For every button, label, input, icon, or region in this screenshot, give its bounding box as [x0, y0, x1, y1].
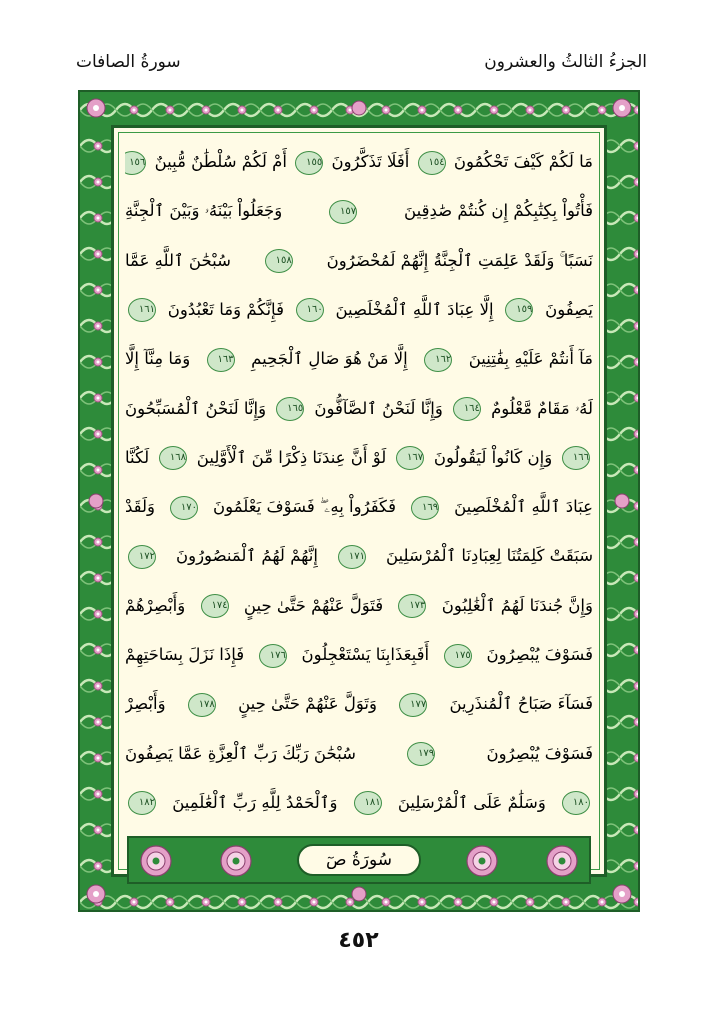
ayah-number-marker: ١٧١: [338, 545, 366, 569]
verse-text: وَإِنَّا لَنَحْنُ ٱلصَّآفُّونَ: [314, 398, 443, 418]
verse-text: وَأَبْصِرْهُمْ: [125, 595, 186, 615]
verse-text: إِلَّا عِبَادَ ٱللَّهِ ٱلْمُخْلَصِينَ: [335, 299, 494, 319]
quran-text-block: [125, 142, 593, 832]
verse-text: لَهُۥ مَقَامٌ مَّعْلُومٌ: [491, 398, 593, 418]
ayah-number-marker: ١٦٧: [396, 446, 424, 470]
verse-text: عِبَادَ ٱللَّهِ ٱلْمُخْلَصِينَ: [454, 497, 593, 517]
ayah-number-marker: ١٨٢: [128, 791, 156, 815]
verse-text: فَإِذَا نَزَلَ بِسَاحَتِهِمْ: [125, 645, 245, 664]
ayah-number-marker: ١٥٩: [505, 298, 533, 322]
ayah-number-marker: ١٥٥: [295, 151, 323, 175]
surah-banner: [127, 836, 591, 884]
ayah-number-marker: ١٦٩: [411, 496, 439, 520]
ayah-number-marker: ١٦٦: [562, 446, 590, 470]
ayah-number-marker: ١٦٨: [159, 446, 187, 470]
text-line: [125, 586, 593, 626]
verse-text: أَفَلَا تَذَكَّرُونَ: [331, 152, 410, 171]
ayah-number-marker: ١٥٧: [329, 200, 357, 224]
verse-text: وَمَا مِنَّآ إِلَّا: [125, 349, 191, 369]
text-line: [125, 290, 593, 330]
text-line: [125, 783, 593, 823]
verse-text: وَأَبْصِرْ: [125, 694, 166, 714]
ayah-number-marker: ١٧٥: [444, 644, 472, 668]
ayah-number-marker: ١٨٠: [562, 791, 590, 815]
ayah-number-marker: ١٧٦: [259, 644, 287, 668]
verse-text: سُبْحَٰنَ رَبِّكَ رَبِّ ٱلْعِزَّةِ عَمَّا يَصِفُونَ: [125, 743, 356, 763]
ayah-number-marker: ١٥٨: [265, 249, 293, 273]
verse-text: أَمْ لَكُمْ سُلْطَٰنٌ مُّبِينٌ: [154, 152, 287, 171]
verse-text: إِلَّا مَنْ هُوَ صَالِ ٱلْجَحِيمِ: [251, 349, 408, 369]
ayah-number-marker: ١٥٦: [125, 151, 146, 175]
verse-text: إِنَّهُمْ لَهُمُ ٱلْمَنصُورُونَ: [176, 546, 318, 566]
ayah-number-marker: ١٧٨: [188, 693, 216, 717]
verse-text: فَتَوَلَّ عَنْهُمْ حَتَّىٰ حِينٍ: [243, 595, 384, 615]
verse-text: لَوْ أَنَّ عِندَنَا ذِكْرًا مِّنَ ٱلْأَوَّلِينَ: [196, 447, 387, 467]
verse-text: وَإِن كَانُواْ لَيَقُولُونَ: [433, 447, 553, 467]
text-line: [125, 142, 593, 182]
text-line: [125, 635, 593, 675]
ayah-number-marker: ١٨١: [354, 791, 382, 815]
ayah-number-marker: ١٦٤: [453, 397, 481, 421]
text-line: [125, 241, 593, 281]
verse-text: نَسَبًا ۚ وَلَقَدْ عَلِمَتِ ٱلْجِنَّةُ إِنَّهُمْ لَمُحْضَرُونَ: [326, 250, 593, 270]
ayah-number-marker: ١٦١: [128, 298, 156, 322]
verse-text: فَإِنَّكُمْ وَمَا تَعْبُدُونَ: [167, 299, 284, 319]
text-line: [125, 339, 593, 379]
rosette-icon: [545, 844, 579, 878]
rosette-icon: [465, 844, 499, 878]
rosette-icon: [219, 844, 253, 878]
verse-text: يَصِفُونَ: [545, 299, 593, 319]
text-line: [125, 191, 593, 231]
verse-text: لَكُنَّا: [125, 447, 150, 467]
verse-text: مَا لَكُمْ كَيْفَ تَحْكُمُونَ: [453, 152, 593, 171]
ayah-number-marker: ١٧٤: [201, 594, 229, 618]
ayah-number-marker: ١٧٢: [128, 545, 156, 569]
ayah-number-marker: ١٦٢: [424, 348, 452, 372]
verse-text: مَآ أَنتُمْ عَلَيْهِ بِفَٰتِنِينَ: [468, 349, 593, 369]
verse-text: وَلَقَدْ: [125, 497, 156, 517]
verse-text: أَفَبِعَذَابِنَا يَسْتَعْجِلُونَ: [301, 645, 430, 664]
verse-text: وَإِنَّ جُندَنَا لَهُمُ ٱلْغَٰلِبُونَ: [441, 595, 593, 615]
ayah-number-marker: ١٧٧: [399, 693, 427, 717]
ayah-number-marker: ١٦٥: [276, 397, 304, 421]
verse-text: فَسَوْفَ يُبْصِرُونَ: [486, 645, 593, 664]
verse-text: فَسَآءَ صَبَاحُ ٱلْمُنذَرِينَ: [449, 694, 593, 714]
verse-text: وَإِنَّا لَنَحْنُ ٱلْمُسَبِّحُونَ: [125, 398, 267, 418]
page-number: ٤٥٢: [338, 928, 379, 953]
ayah-number-marker: ١٧٣: [398, 594, 426, 618]
juz-title: الجزءُ الثالثُ والعشرون: [484, 52, 647, 72]
verse-text: سَبَقَتْ كَلِمَتُنَا لِعِبَادِنَا ٱلْمُرْسَلِينَ: [385, 546, 593, 566]
ayah-number-marker: ١٦٠: [296, 298, 324, 322]
verse-text: وَٱلْحَمْدُ لِلَّهِ رَبِّ ٱلْعَٰلَمِينَ: [172, 792, 338, 812]
ayah-number-marker: ١٥٤: [418, 151, 446, 175]
verse-text: فَأْتُواْ بِكِتَٰبِكُمْ إِن كُنتُمْ صَٰدِقِينَ: [404, 201, 593, 221]
surah-name: سُورَةُ صٓ: [297, 844, 421, 876]
rosette-icon: [139, 844, 173, 878]
text-line: [125, 389, 593, 429]
text-line: [125, 684, 593, 724]
ayah-number-marker: ١٧٠: [170, 496, 198, 520]
verse-text: فَسَوْفَ يُبْصِرُونَ: [486, 743, 593, 763]
text-line: [125, 536, 593, 576]
verse-text: فَكَفَرُواْ بِهِۦ ۖ فَسَوْفَ يَعْلَمُونَ: [213, 497, 397, 517]
verse-text: وَتَوَلَّ عَنْهُمْ حَتَّىٰ حِينٍ: [238, 694, 377, 714]
ayah-number-marker: ١٦٣: [207, 348, 235, 372]
verse-text: سُبْحَٰنَ ٱللَّهِ عَمَّا: [125, 250, 231, 270]
text-line: [125, 438, 593, 478]
ayah-number-marker: ١٧٩: [407, 742, 435, 766]
text-line: [125, 487, 593, 527]
text-line: [125, 734, 593, 774]
surah-title: سورةُ الصافات: [76, 52, 181, 72]
verse-text: وَسَلَٰمٌ عَلَى ٱلْمُرْسَلِينَ: [397, 792, 546, 812]
verse-text: وَجَعَلُواْ بَيْنَهُۥ وَبَيْنَ ٱلْجِنَّةِ: [125, 201, 283, 221]
